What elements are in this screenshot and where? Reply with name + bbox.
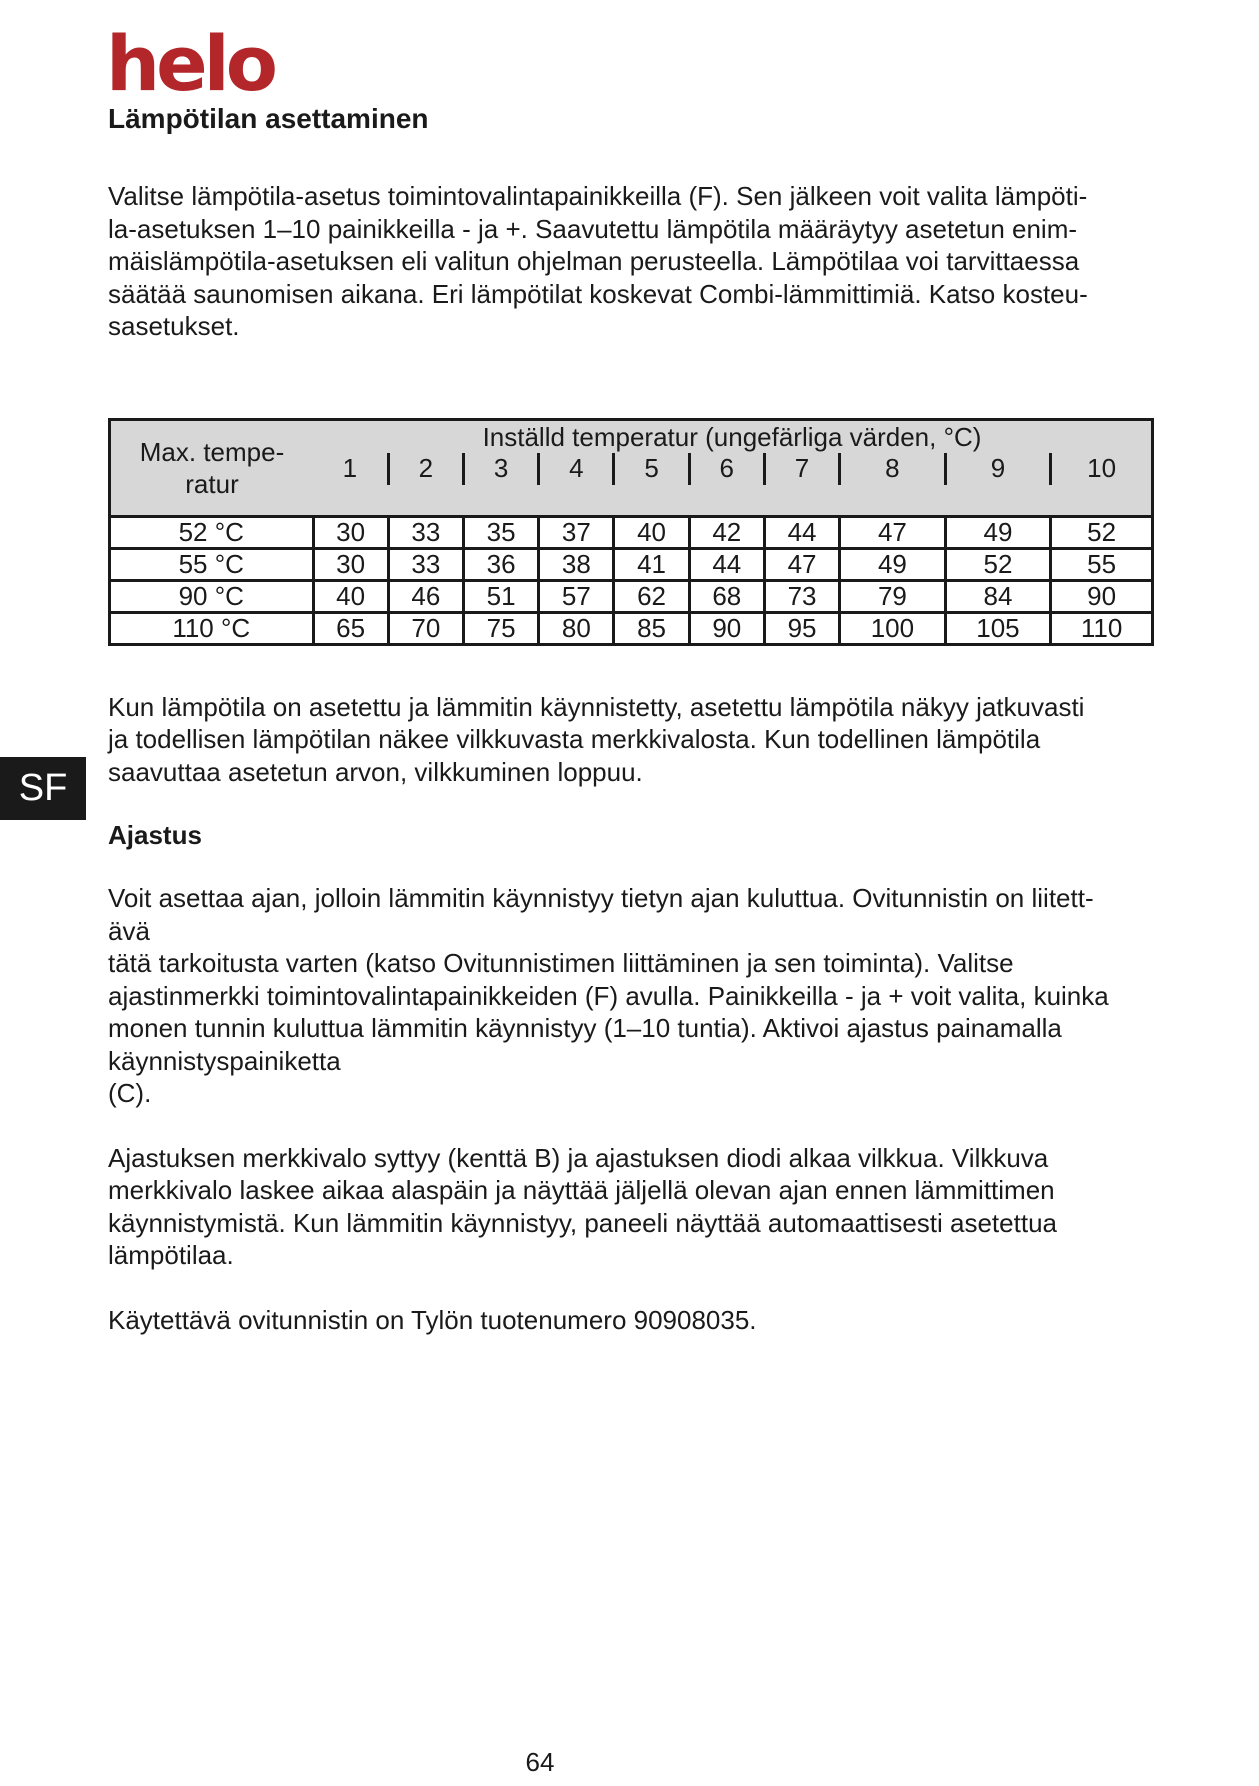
temperature-value-cell: 110 <box>1051 612 1153 644</box>
temperature-value-cell: 52 <box>1051 516 1153 548</box>
temperature-value-cell: 57 <box>539 580 614 612</box>
temperature-value-cell: 105 <box>945 612 1051 644</box>
setting-header-cell: 7 <box>764 453 839 485</box>
temperature-value-cell: 30 <box>313 516 388 548</box>
temperature-value-cell: 90 <box>1051 580 1153 612</box>
temperature-value-cell: 40 <box>614 516 689 548</box>
temperature-value-cell: 30 <box>313 548 388 580</box>
table-caption: Inställd temperatur (ungefärliga värden, °C) <box>313 419 1153 453</box>
table-row <box>110 612 1153 644</box>
temperature-value-cell: 36 <box>463 548 538 580</box>
after-table-paragraph: Kun lämpötila on asetettu ja lämmitin käynnistetty, asetettu lämpötila näkyy jatkuvasti ja todellisen lämpötilan näkee vilkkuvasta merkkivalosta. Kun todellinen lämpötila saavuttaa asetetun arvon, vilkkuminen loppuu. <box>108 691 1085 787</box>
setting-header-cell: 3 <box>463 453 538 485</box>
timer-paragraph-1: Voit asettaa ajan, jolloin lämmitin käynnistyy tietyn ajan kuluttua. Ovitunnistin on liitett- ävä tätä tarkoitusta varten (katso Ovitunnistimen liittäminen ja sen toiminta). Valitse ajastinmerkki toimintovalintapainikkeiden (F) avulla. Painikkeilla - ja + voit valita, kuinka monen tunnin kuluttua lämmitin käynnistyy (1–10 tuntia). Aktivoi ajastus painamalla käynnistyspainiketta (C). <box>108 883 1109 1108</box>
temperature-value-cell: 49 <box>840 548 946 580</box>
temperature-value-cell: 52 <box>945 548 1051 580</box>
temperature-value-cell: 33 <box>388 548 463 580</box>
setting-header-cell: 1 <box>342 452 358 483</box>
max-temperature-header: Max. tempe- ratur <box>110 419 314 516</box>
max-temperature-cell: 55 °C <box>110 548 314 580</box>
temperature-value-cell: 79 <box>840 580 946 612</box>
max-temperature-cell: 52 °C <box>110 516 314 548</box>
temperature-value-cell: 41 <box>614 548 689 580</box>
temperature-value-cell: 38 <box>539 548 614 580</box>
setting-header-cell: 8 <box>840 453 946 485</box>
page-content <box>108 100 1158 1336</box>
temperature-value-cell: 47 <box>840 516 946 548</box>
header-filler <box>313 485 1153 517</box>
temperature-value-cell: 49 <box>945 516 1051 548</box>
temperature-value-cell: 100 <box>840 612 946 644</box>
timer-paragraph-2: Ajastuksen merkkivalo syttyy (kenttä B) ja ajastuksen diodi alkaa vilkkua. Vilkkuva merkkivalo laskee aikaa alaspäin ja näyttää jäljellä olevan ajan ennen lämmittimen käynnistymistä. Kun lämmitin käynnistyy, paneeli näyttää automaattisesti asetettua lämpötilaa. <box>108 1142 1057 1270</box>
temperature-value-cell: 65 <box>313 612 388 644</box>
max-temperature-cell: 90 °C <box>110 580 314 612</box>
section-title-temperature: Lämpötilan asettaminen <box>108 103 429 134</box>
temperature-value-cell: 73 <box>764 580 839 612</box>
temperature-value-cell: 40 <box>313 580 388 612</box>
temperature-value-cell: 46 <box>388 580 463 612</box>
temperature-value-cell: 51 <box>463 580 538 612</box>
max-temperature-cell: 110 °C <box>110 612 314 644</box>
temperature-table <box>108 418 1154 646</box>
intro-paragraph: Valitse lämpötila-asetus toimintovalintapainikkeilla (F). Sen jälkeen voit valita lämpöti- la-asetuksen 1–10 painikkeilla - ja +. Saavutettu lämpötila määräytyy asetetun enim- mäislämpötila-asetuksen eli valitun ohjelman perusteella. Lämpötilaa voi tarvittaessa säätää saunomisen aikana. Eri lämpötilat koskevat Combi-lämmittimiä. Katso kosteu- sasetukset. <box>108 181 1088 341</box>
temperature-value-cell: 42 <box>689 516 764 548</box>
temperature-value-cell: 33 <box>388 516 463 548</box>
temperature-value-cell: 44 <box>689 548 764 580</box>
timer-paragraph-3: Käytettävä ovitunnistin on Tylön tuotenumero 90908035. <box>108 1304 757 1335</box>
page-number: 64 <box>525 1747 555 1777</box>
temperature-table-wrapper <box>108 418 1158 646</box>
section-title-timer: Ajastus <box>108 820 202 850</box>
table-row <box>110 548 1153 580</box>
temperature-value-cell: 44 <box>764 516 839 548</box>
temperature-value-cell: 80 <box>539 612 614 644</box>
temperature-value-cell: 55 <box>1051 548 1153 580</box>
setting-header-cell: 5 <box>614 453 689 485</box>
temperature-value-cell: 35 <box>463 516 538 548</box>
temperature-value-cell: 37 <box>539 516 614 548</box>
table-row <box>110 516 1153 548</box>
temperature-value-cell: 90 <box>689 612 764 644</box>
setting-header-cell: 10 <box>1051 453 1153 485</box>
temperature-value-cell: 62 <box>614 580 689 612</box>
setting-header-cell: 4 <box>539 453 614 485</box>
temperature-value-cell: 85 <box>614 612 689 644</box>
setting-header-cell: 2 <box>388 453 463 485</box>
helo-logo: helo <box>106 19 274 108</box>
setting-header-cell: 6 <box>689 453 764 485</box>
temperature-value-cell: 84 <box>945 580 1051 612</box>
table-row <box>110 580 1153 612</box>
temperature-value-cell: 47 <box>764 548 839 580</box>
temperature-value-cell: 95 <box>764 612 839 644</box>
temperature-value-cell: 68 <box>689 580 764 612</box>
setting-header-cell: 9 <box>945 453 1051 485</box>
language-tab-sf: SF <box>0 757 86 820</box>
temperature-value-cell: 70 <box>388 612 463 644</box>
temperature-value-cell: 75 <box>463 612 538 644</box>
